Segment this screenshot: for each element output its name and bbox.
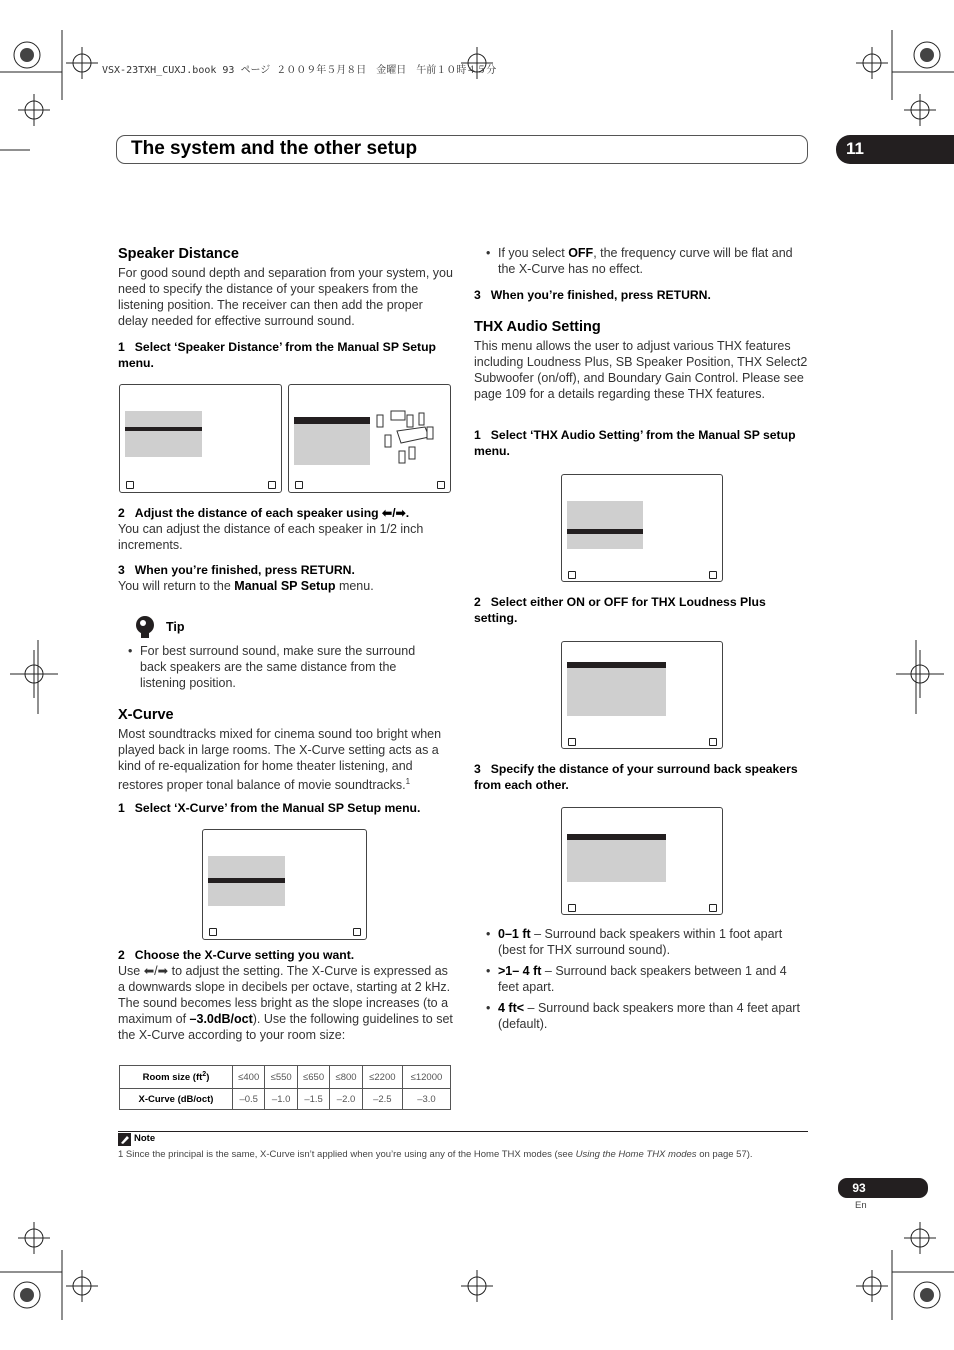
speaker-distance-intro: For good sound depth and separation from your system, you need to specify the distance of your speakers from the listening position. The receiver can then add the proper delay needed for effective surround sound. bbox=[118, 266, 453, 328]
osd-screen-sb-position bbox=[561, 807, 723, 915]
table-cell: –3.0 bbox=[402, 1089, 450, 1110]
note-text: 1 Since the principal is the same, X-Curve isn’t applied when you’re using any of the Home THX modes (see Using the Home THX modes on page 57). bbox=[118, 1149, 753, 1160]
table-cell: –0.5 bbox=[233, 1089, 265, 1110]
table-header-xcurve: X-Curve (dB/oct) bbox=[120, 1089, 233, 1110]
chapter-tab bbox=[836, 135, 954, 164]
print-info: VSX-23TXH_CUXJ.book 93 ページ ２００９年５月８日 金曜日 午前１０時４５分 bbox=[102, 65, 497, 76]
page-title: The system and the other setup bbox=[131, 138, 418, 159]
thx-step3: 3 Specify the distance of your surround back speakers from each other. bbox=[474, 762, 798, 792]
xcurve-step1: 1 Select ‘X-Curve’ from the Manual SP Setup menu. bbox=[118, 801, 421, 815]
speaker-distance-step2: 2 Adjust the distance of each speaker using ⬅/➡. bbox=[118, 506, 410, 520]
table-cell: ≤400 bbox=[233, 1066, 265, 1089]
osd-screen-xcurve-menu bbox=[202, 829, 367, 940]
sb-distance-option: • 4 ft< – Surround back speakers more than 4 feet apart (default). bbox=[486, 1001, 800, 1031]
table-cell: –1.0 bbox=[265, 1089, 297, 1110]
table-cell: ≤800 bbox=[330, 1066, 362, 1089]
table-cell: –2.5 bbox=[362, 1089, 402, 1110]
speaker-distance-step2-body: You can adjust the distance of each speaker in 1/2 inch increments. bbox=[118, 522, 424, 552]
lightbulb-icon bbox=[132, 614, 158, 640]
table-cell: ≤650 bbox=[297, 1066, 329, 1089]
page-number: 93 bbox=[838, 1178, 928, 1198]
thx-step2: 2 Select either ON or OFF for THX Loudness Plus setting. bbox=[474, 595, 766, 625]
xcurve-step2-body: Use ⬅/➡ to adjust the setting. The X-Curve is expressed as a downwards slope in decibels per octave, starting at 2 kHz. The sound becomes less bright as the slope increases (to a maximum of –3.0dB/oct). Use the following guidelines to set the X-Curve according to your room size: bbox=[118, 964, 453, 1042]
tip-bullet: • For best surround sound, make sure the surround back speakers are the same distance from the listening position. bbox=[128, 644, 416, 690]
thx-step1: 1 Select ‘THX Audio Setting’ from the Manual SP setup menu. bbox=[474, 428, 796, 458]
xcurve-intro: Most soundtracks mixed for cinema sound too bright when played back in large rooms. The X-Curve setting acts as a kind of re-equalization for home theater listening, and restores proper tonal balance of movie soundtracks.$^1$ bbox=[118, 727, 442, 793]
table-row bbox=[120, 1066, 451, 1089]
sb-distance-option: • 0–1 ft – Surround back speakers within 1 foot apart (best for THX surround sound). bbox=[486, 927, 783, 957]
speaker-distance-step3-body: You will return to the Manual SP Setup menu. bbox=[118, 579, 374, 593]
table-cell: –2.0 bbox=[330, 1089, 362, 1110]
chapter-number: 11 bbox=[846, 139, 864, 158]
tip-label: Tip bbox=[166, 620, 185, 634]
speaker-distance-step1: 1 Select ‘Speaker Distance’ from the Manual SP Setup menu. bbox=[118, 340, 436, 370]
xcurve-step2: 2 Choose the X-Curve setting you want. bbox=[118, 948, 355, 962]
thx-intro: This menu allows the user to adjust various THX features including Loudness Plus, SB Speaker Position, THX Select2 Subwoofer (on/off), and Boundary Gain Control. Please see page 109 for a details regarding these THX features. bbox=[474, 339, 808, 401]
speaker-distance-heading: Speaker Distance bbox=[118, 246, 239, 262]
speaker-distance-step3: 3 When you’re finished, press RETURN. bbox=[118, 563, 355, 577]
table-cell: ≤12000 bbox=[402, 1066, 450, 1089]
table-cell: ≤2200 bbox=[362, 1066, 402, 1089]
language-code: En bbox=[855, 1200, 867, 1211]
table-row bbox=[120, 1089, 451, 1110]
xcurve-step3: 3 When you’re finished, press RETURN. bbox=[474, 288, 711, 302]
speaker-layout-icon bbox=[375, 407, 441, 469]
osd-screen-manual-sp-setup bbox=[119, 384, 282, 493]
xcurve-room-size-table bbox=[119, 1065, 451, 1110]
table-header-room-size: Room size $(ft^2)$ bbox=[120, 1066, 233, 1089]
note-label: Note bbox=[134, 1133, 156, 1144]
osd-screen-thx-loudness bbox=[561, 641, 723, 749]
sb-distance-option: • >1– 4 ft – Surround back speakers between 1 and 4 feet apart. bbox=[486, 964, 787, 994]
osd-screen-speaker-distance bbox=[288, 384, 451, 493]
thx-heading: THX Audio Setting bbox=[474, 319, 601, 335]
table-cell: –1.5 bbox=[297, 1089, 329, 1110]
note-icon bbox=[118, 1133, 131, 1146]
off-bullet: • If you select OFF, the frequency curve will be flat and the X-Curve has no effect. bbox=[486, 246, 793, 276]
table-cell: ≤550 bbox=[265, 1066, 297, 1089]
xcurve-heading: X-Curve bbox=[118, 707, 174, 723]
note-divider bbox=[118, 1131, 808, 1132]
osd-screen-thx-menu bbox=[561, 474, 723, 582]
